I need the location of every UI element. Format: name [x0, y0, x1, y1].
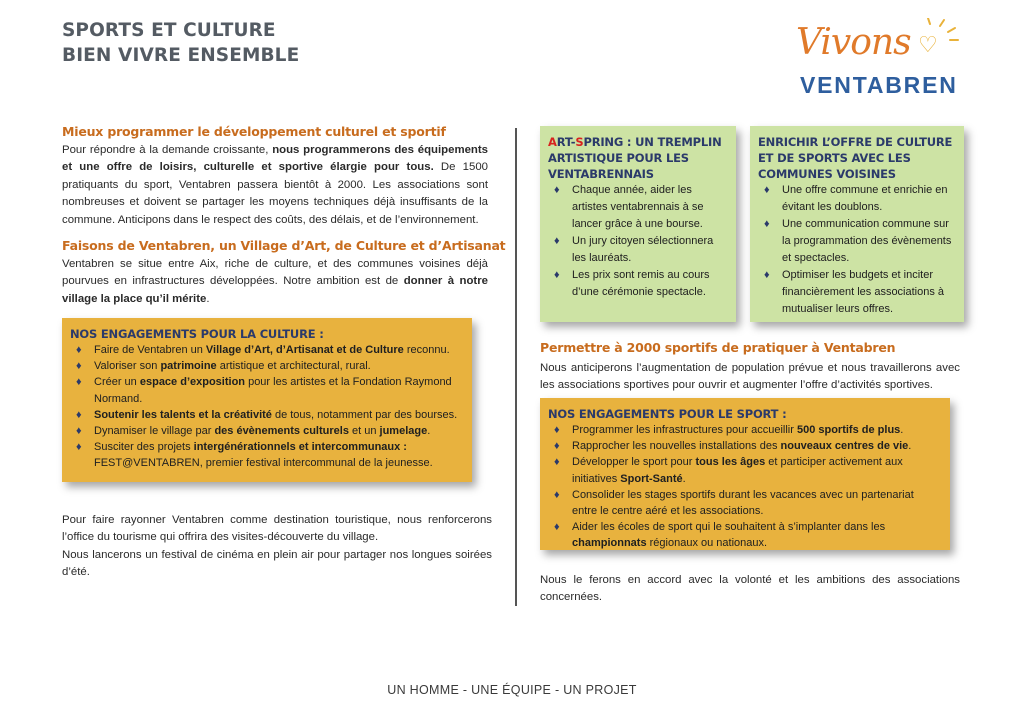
section-paragraph: Nous anticiperons l’augmentation de population prévue et nous travaillerons avec les associations sportives pour ouvrir et augmenter l’offre d’activités sportives.: [540, 362, 960, 392]
culture-commitments-box: [62, 318, 472, 482]
section-tourism: [62, 512, 492, 582]
diamond-bullet-icon: ♦: [76, 376, 82, 389]
diamond-bullet-icon: ♦: [554, 235, 560, 247]
diamond-bullet-icon: ♦: [554, 521, 560, 534]
bullet-list: [548, 422, 940, 552]
page-title-line-2: BIEN VIVRE ENSEMBLE: [62, 45, 300, 66]
list-item: ♦ Programmer les infrastructures pour accueillir 500 sportifs de plus.: [548, 422, 940, 438]
section-village-art: [62, 238, 506, 308]
box-title: ENRICHIR L’OFFRE DE CULTURE ET DE SPORTS AVEC LES COMMUNES VOISINES: [758, 135, 953, 181]
section-paragraph: Ventabren se situe entre Aix, riche de culture, et des communes voisines déjà pourvues en infrastructures développées. Notre ambition est de donner à notre village la place qu’il mérite.: [62, 258, 488, 305]
bullet-list: [758, 182, 956, 318]
diamond-bullet-icon: ♦: [764, 184, 770, 196]
list-item: ♦ Soutenir les talents et la créativité de tous, notamment par des bourses.: [70, 407, 462, 423]
diamond-bullet-icon: ♦: [554, 184, 560, 196]
diamond-bullet-icon: ♦: [764, 269, 770, 281]
list-item: ♦ Faire de Ventabren un Village d’Art, d’Artisanat et de Culture reconnu.: [70, 342, 462, 358]
art-spring-box: [540, 126, 736, 322]
section-closing: [540, 572, 960, 607]
logo-wordmark: VENTABREN: [800, 72, 958, 98]
box-title: NOS ENGAGEMENTS POUR LA CULTURE :: [70, 327, 324, 341]
diamond-bullet-icon: ♦: [554, 440, 560, 453]
list-item: ♦ Aider les écoles de sport qui le souhaitent à s’implanter dans les championnats régionaux ou nationaux.: [554, 521, 886, 550]
bullet-list: [70, 342, 462, 472]
footer-slogan: UN HOMME - UNE ÉQUIPE - UN PROJET: [387, 683, 637, 697]
diamond-bullet-icon: ♦: [76, 360, 82, 373]
list-item: ♦ Une offre commune et enrichie en évitant les doublons.: [764, 184, 948, 213]
column-divider: [515, 128, 517, 606]
logo-script-text: Vivons: [796, 22, 911, 63]
diamond-bullet-icon: ♦: [764, 218, 770, 230]
list-item: ♦ Valoriser son patrimoine artistique et architectural, rural.: [70, 358, 462, 374]
sport-commitments-box: [540, 398, 950, 550]
list-item: ♦ Une communication commune sur la programmation des évènements et spectacles.: [764, 218, 952, 264]
tourism-paragraph-1: Pour faire rayonner Ventabren comme destination touristique, nous renforcerons l’office du tourisme qui offrira des visites-découverte du village.: [62, 514, 492, 544]
list-item: ♦ Développer le sport pour tous les âges et participer activement aux initiatives Sport-Santé.: [554, 456, 903, 485]
list-item: ♦ Rapprocher les nouvelles installations des nouveaux centres de vie.: [548, 438, 940, 454]
vivons-ventabren-logo: [790, 22, 970, 102]
box-title: NOS ENGAGEMENTS POUR LE SPORT :: [548, 407, 787, 421]
diamond-bullet-icon: ♦: [76, 441, 82, 454]
section-heading: Faisons de Ventabren, un Village d’Art, de Culture et d’Artisanat: [62, 238, 506, 253]
diamond-bullet-icon: ♦: [76, 408, 82, 421]
section-programmation: [62, 124, 488, 229]
bullet-list: [548, 182, 728, 301]
section-sport: [540, 340, 960, 395]
neighbour-communes-box: [750, 126, 964, 322]
list-item: ♦ Créer un espace d’exposition pour les artistes et la Fondation Raymond Normand.: [76, 376, 452, 405]
list-item: ♦ Susciter des projets intergénérationnels et intercommunaux : FEST@VENTABREN, premier festival intercommunal de la jeunesse.: [76, 441, 433, 470]
diamond-bullet-icon: ♦: [554, 456, 560, 469]
closing-paragraph: Nous le ferons en accord avec la volonté et les ambitions des associations concernées.: [540, 574, 960, 604]
diamond-bullet-icon: ♦: [554, 488, 560, 501]
tourism-paragraph-2: Nous lancerons un festival de cinéma en plein air pour partager nos longues soirées d’été.: [62, 548, 492, 579]
section-heading: Mieux programmer le développement culturel et sportif: [62, 124, 446, 139]
list-item: ♦ Les prix sont remis au cours d’une cérémonie spectacle.: [554, 269, 710, 298]
diamond-bullet-icon: ♦: [76, 425, 82, 438]
list-item: ♦ Optimiser les budgets et inciter financièrement les associations à mutualiser leurs offres.: [764, 269, 945, 315]
diamond-bullet-icon: ♦: [76, 344, 82, 356]
list-item: ♦ Dynamiser le village par des évènements culturels et un jumelage.: [70, 423, 462, 439]
page-title-line-1: SPORTS ET CULTURE: [62, 20, 276, 41]
heart-icon: ♡: [918, 32, 938, 57]
list-item: ♦ Chaque année, aider les artistes ventabrennais à se lancer grâce à une bourse.: [554, 184, 704, 230]
page-title: [62, 18, 299, 68]
box-title: ART-SPRING : UN TREMPLIN ARTISTIQUE POUR LES VENTABRENNAIS: [548, 135, 722, 181]
section-paragraph: Pour répondre à la demande croissante, nous programmerons des équipements et une offre de loisirs, culturelle et sportive élargie pour tous. De 1500 pratiquants du sport, Ventabren passera bientôt à 2000. Les associations sont nombreuses et doivent se partager les moyens techniques déjà insuffisants de la commune. Anticipons dans le respect des coûts, des délais, et de l’environnement.: [62, 144, 488, 226]
section-heading: Permettre à 2000 sportifs de pratiquer à Ventabren: [540, 340, 896, 355]
diamond-bullet-icon: ♦: [554, 424, 560, 436]
list-item: ♦ Un jury citoyen sélectionnera les lauréats.: [554, 235, 714, 264]
list-item: ♦ Consolider les stages sportifs durant les vacances avec un partenariat entre le centre aéré et les associations.: [554, 488, 914, 518]
diamond-bullet-icon: ♦: [554, 269, 560, 281]
